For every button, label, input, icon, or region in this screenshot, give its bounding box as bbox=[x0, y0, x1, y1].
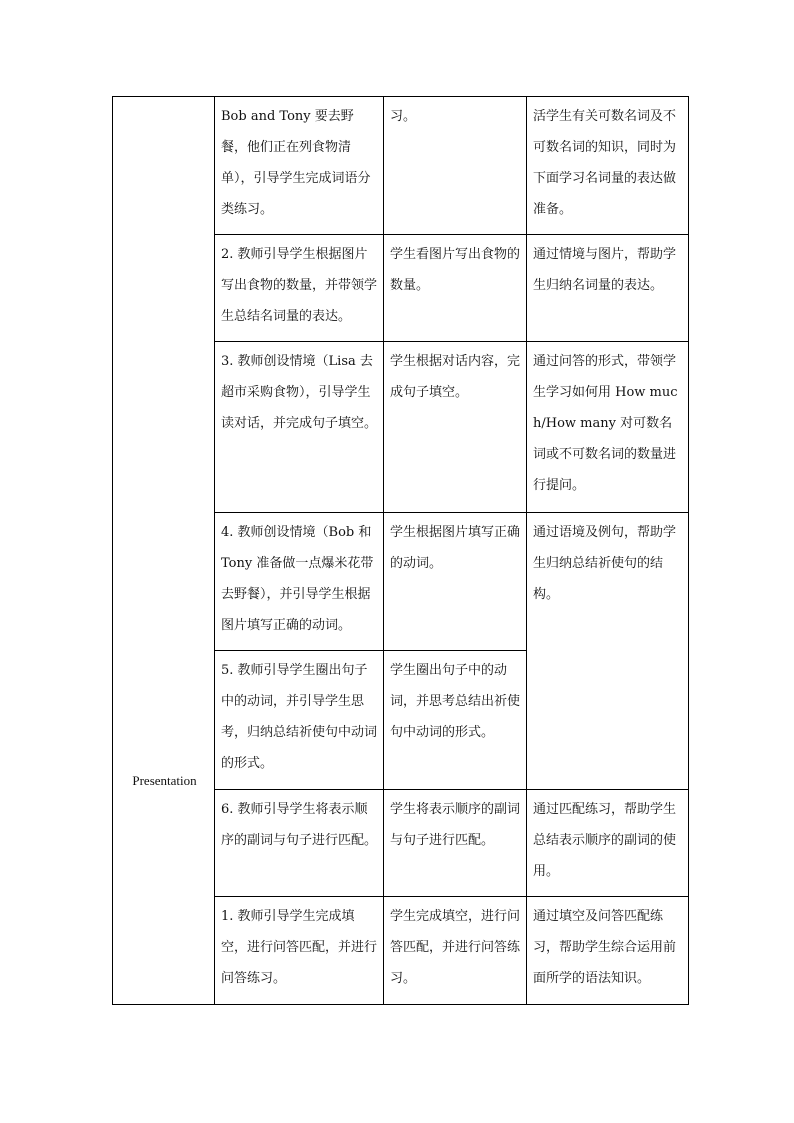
teacher-activity-cell: Bob and Tony 要去野餐，他们正在列食物清单），引导学生完成词语分类练习。 bbox=[215, 97, 384, 235]
purpose-cell: 通过匹配练习，帮助学生总结表示顺序的副词的使用。 bbox=[527, 790, 689, 897]
purpose-cell: 通过问答的形式，带领学生学习如何用 How much/How many 对可数名词或不可数名词的数量进行提问。 bbox=[527, 342, 689, 513]
stage-cell-presentation bbox=[113, 97, 215, 1005]
purpose-cell: 通过情境与图片，帮助学生归纳名词量的表达。 bbox=[527, 235, 689, 342]
teacher-activity-cell: 6. 教师引导学生将表示顺序的副词与句子进行匹配。 bbox=[215, 790, 384, 897]
student-activity-cell: 学生圈出句子中的动词，并思考总结出祈使句中动词的形式。 bbox=[384, 651, 527, 790]
purpose-cell: 通过填空及问答匹配练习，帮助学生综合运用前面所学的语法知识。 bbox=[527, 897, 689, 1005]
table-row bbox=[113, 97, 689, 235]
teacher-activity-cell: 3. 教师创设情境（Lisa 去超市采购食物），引导学生读对话，并完成句子填空。 bbox=[215, 342, 384, 513]
lesson-plan-table bbox=[112, 96, 689, 1005]
student-activity-cell: 学生完成填空，进行问答匹配，并进行问答练习。 bbox=[384, 897, 527, 1005]
teacher-activity-cell: 1. 教师引导学生完成填空，进行问答匹配，并进行问答练习。 bbox=[215, 897, 384, 1005]
teacher-activity-cell: 4. 教师创设情境（Bob 和 Tony 准备做一点爆米花带去野餐），并引导学生根据图片填写正确的动词。 bbox=[215, 513, 384, 651]
student-activity-cell: 学生看图片写出食物的数量。 bbox=[384, 235, 527, 342]
student-activity-cell: 习。 bbox=[384, 97, 527, 235]
stage-label: Presentation bbox=[132, 773, 197, 788]
purpose-cell: 活学生有关可数名词及不可数名词的知识，同时为下面学习名词量的表达做准备。 bbox=[527, 97, 689, 235]
student-activity-cell: 学生根据对话内容，完成句子填空。 bbox=[384, 342, 527, 513]
teacher-activity-cell: 2. 教师引导学生根据图片写出食物的数量，并带领学生总结名词量的表达。 bbox=[215, 235, 384, 342]
student-activity-cell: 学生将表示顺序的副词与句子进行匹配。 bbox=[384, 790, 527, 897]
purpose-cell: 通过语境及例句，帮助学生归纳总结祈使句的结构。 bbox=[527, 513, 689, 790]
teacher-activity-cell: 5. 教师引导学生圈出句子中的动词，并引导学生思考，归纳总结祈使句中动词的形式。 bbox=[215, 651, 384, 790]
student-activity-cell: 学生根据图片填写正确的动词。 bbox=[384, 513, 527, 651]
